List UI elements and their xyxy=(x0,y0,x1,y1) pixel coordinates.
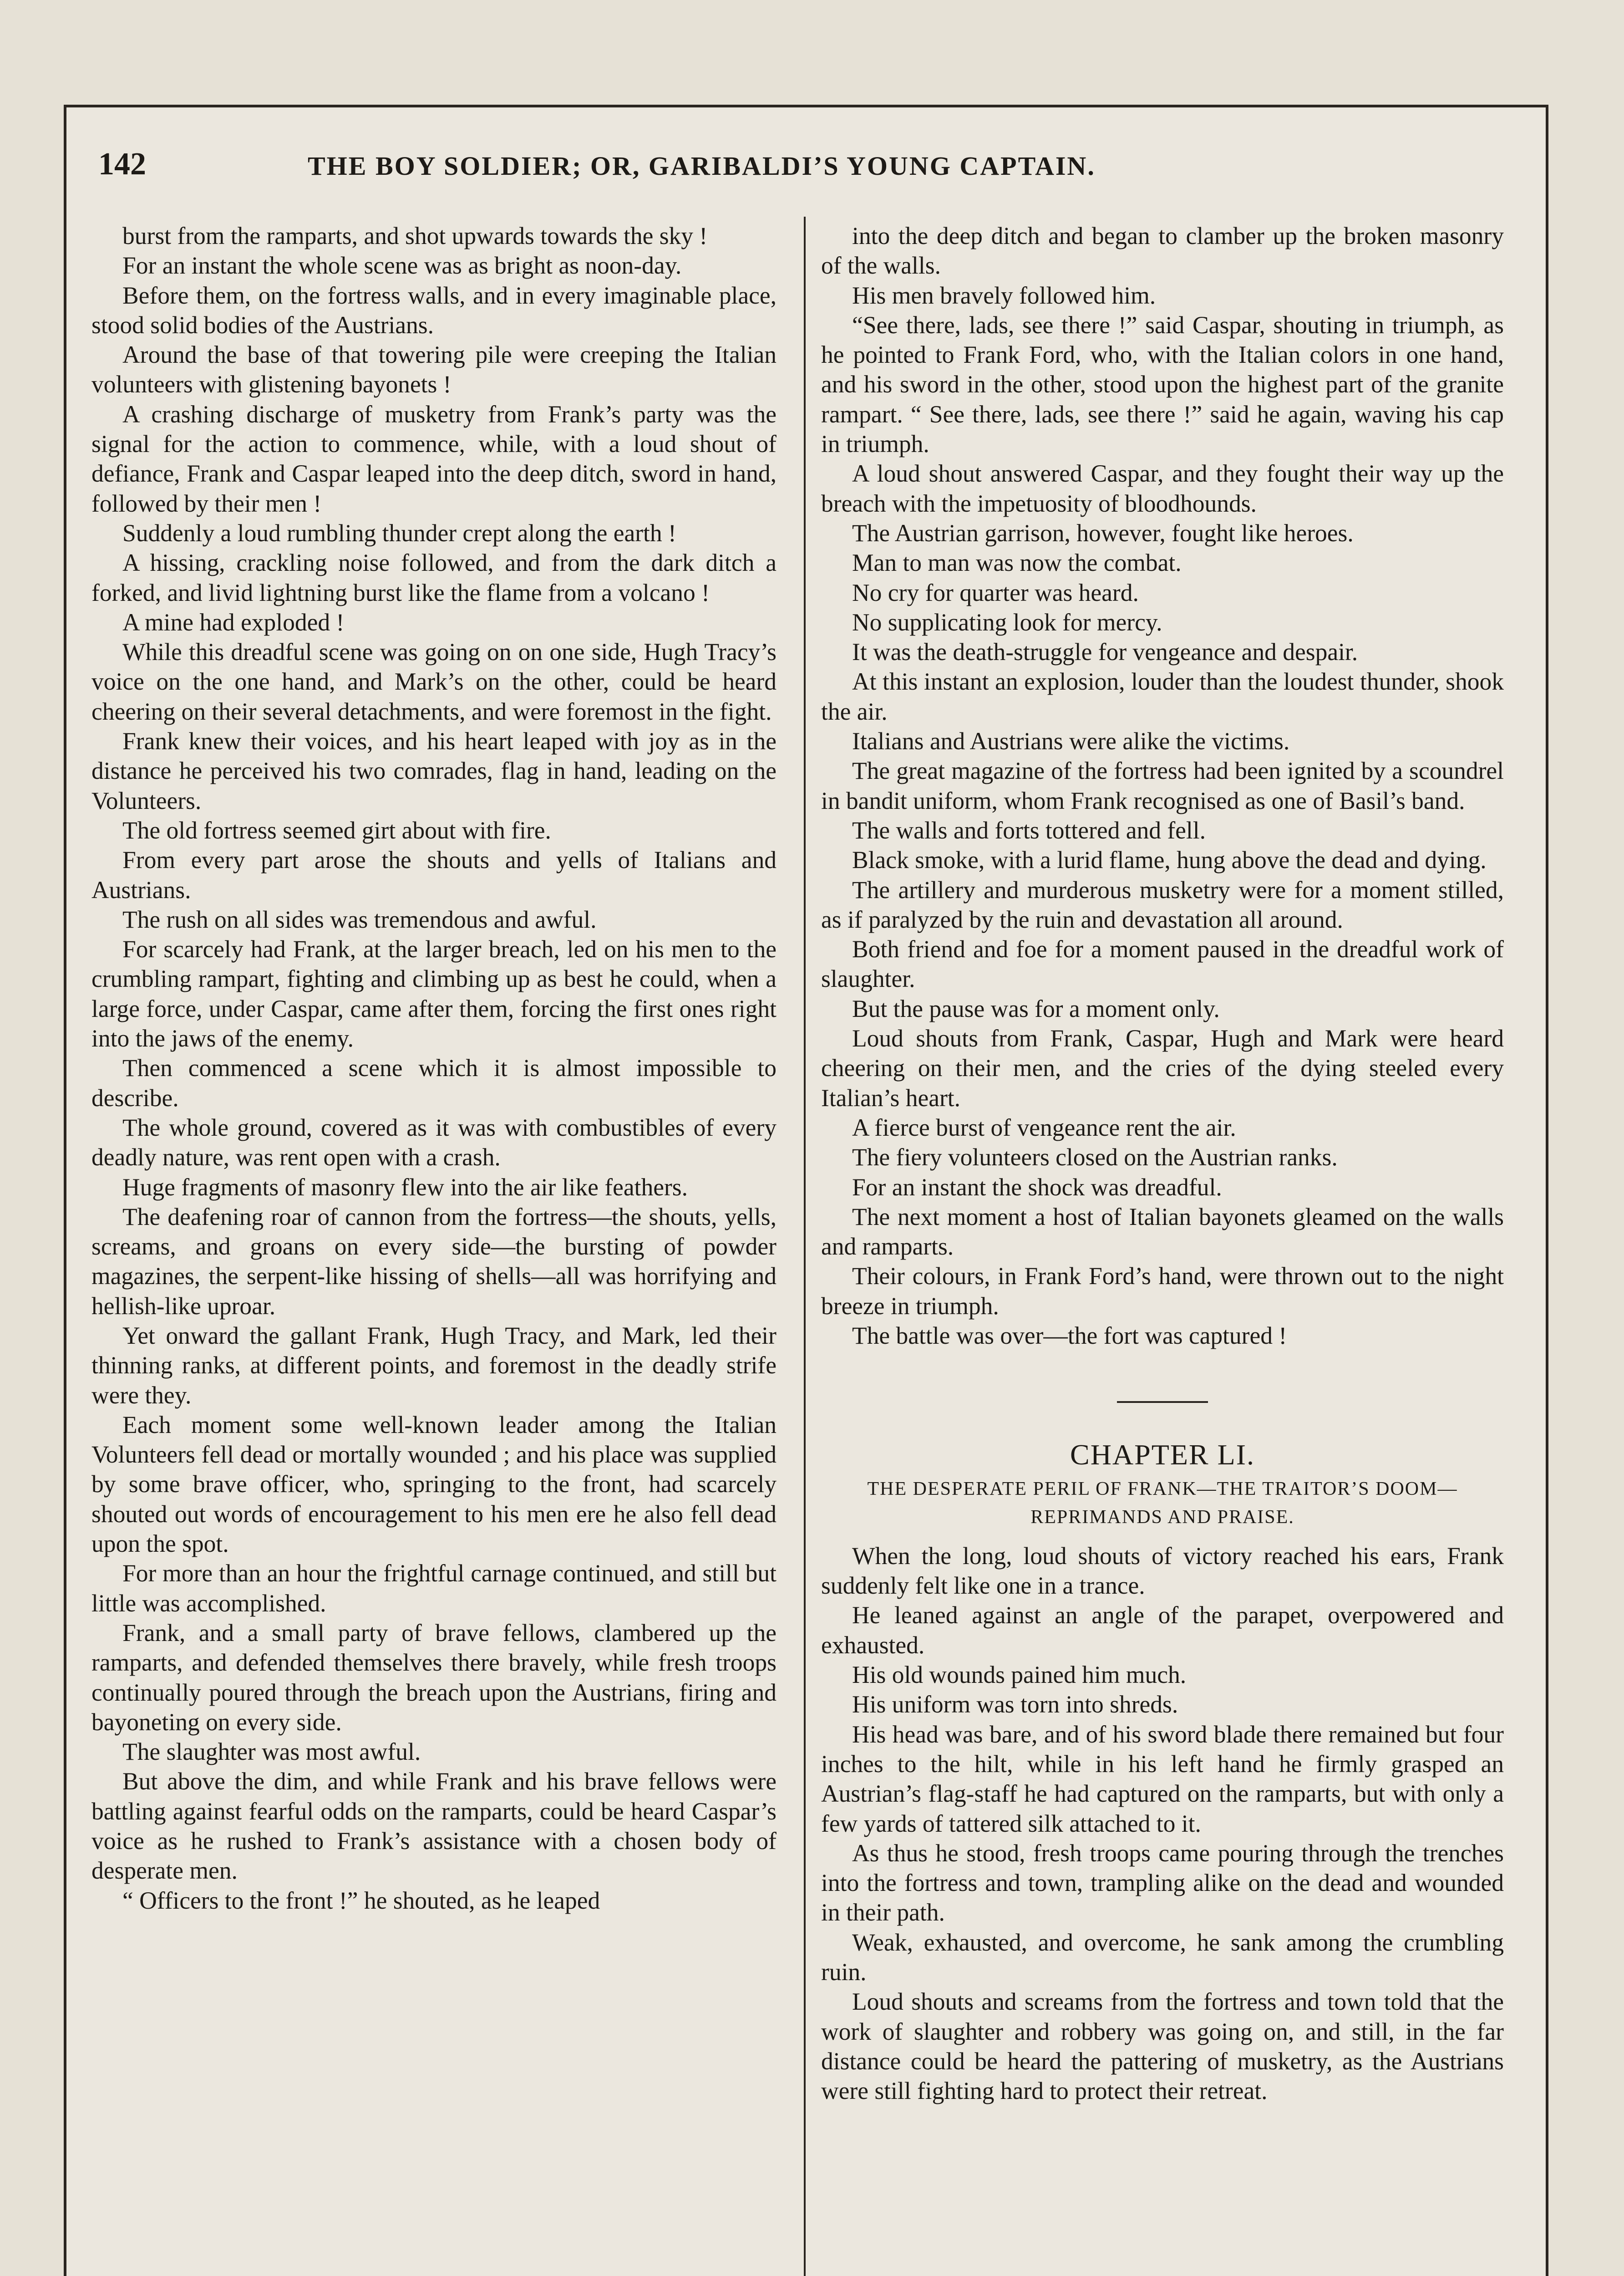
paragraph: The next moment a host of Italian bayonets gleamed on the walls and ramparts. xyxy=(821,1203,1504,1260)
paragraph: When the long, loud shouts of victory reached his ears, Frank suddenly felt like one in a trance. xyxy=(821,1542,1504,1600)
left-column xyxy=(91,221,776,2276)
paragraph: The deafening roar of cannon from the fortress—the shouts, yells, screams, and groans on every side—the bursting of powder magazines, the serpent-like hissing of shells—all was horrifying and hellish-like uproar. xyxy=(91,1203,776,1320)
right-column xyxy=(821,221,1504,2276)
paragraph: A loud shout answered Caspar, and they fought their way up the breach with the impetuosity of bloodhounds. xyxy=(821,460,1504,517)
page-sheet xyxy=(64,105,1548,2276)
paragraph: Loud shouts and screams from the fortress and town told that the work of slaughter and robbery was going on, and still, in the far distance could be heard the pattering of musketry, as the Austrians were still fighting hard to protect their retreat. xyxy=(821,1988,1504,2105)
paragraph: Loud shouts from Frank, Caspar, Hugh and Mark were heard cheering on their men, and the cries of the dying steeled every Italian’s heart. xyxy=(821,1025,1504,1112)
paragraph: Frank, and a small party of brave fellows, clambered up the ramparts, and defended themselves there bravely, while fresh troops continually poured through the breach upon the Austrians, firing and bayoneting on every side. xyxy=(91,1619,776,1736)
paragraph: His uniform was torn into shreds. xyxy=(852,1691,1178,1718)
paragraph: Their colours, in Frank Ford’s hand, were thrown out to the night breeze in triumph. xyxy=(821,1262,1504,1320)
paragraph: into the deep ditch and began to clamber up the broken masonry of the walls. xyxy=(821,222,1504,279)
paragraph: At this instant an explosion, louder than the loudest thunder, shook the air. xyxy=(821,668,1504,725)
paragraph: Both friend and foe for a moment paused in the dreadful work of slaughter. xyxy=(821,935,1504,993)
paragraph: The old fortress seemed girt about with fire. xyxy=(122,816,551,844)
paragraph: He leaned against an angle of the parapet, overpowered and exhausted. xyxy=(821,1601,1504,1659)
running-title: THE BOY SOLDIER; OR, GARIBALDI’S YOUNG CAPTAIN. xyxy=(308,151,1096,181)
column-divider xyxy=(804,217,806,2276)
paragraph: Each moment some well-known leader among the Italian Volunteers fell dead or mortally wounded ; and his place was supplied by some brave officer, who, springing to the front, had scarcely shouted out words of encouragement to his men ere he also fell dead upon the spot. xyxy=(91,1411,776,1558)
paragraph: Suddenly a loud rumbling thunder crept along the earth ! xyxy=(122,519,676,547)
paragraph: Then commenced a scene which it is almost impossible to describe. xyxy=(91,1054,776,1112)
paragraph: “See there, lads, see there !” said Caspar, shouting in triumph, as he pointed to Frank Ford, who, with the Italian colors in one hand, and his sword in the other, stood upon the highest part of the granite rampart. “ See there, lads, see there !” said he again, waving his cap in triumph. xyxy=(821,311,1504,458)
paragraph: But above the dim, and while Frank and his brave fellows were battling against fearful odds on the ramparts, could be heard Caspar’s voice as he rushed to Frank’s assistance with a chosen body of desperate men. xyxy=(91,1768,776,1885)
paragraph: The walls and forts tottered and fell. xyxy=(852,816,1206,844)
paragraph: Huge fragments of masonry flew into the air like feathers. xyxy=(122,1173,688,1201)
paragraph: Man to man was now the combat. xyxy=(852,549,1182,577)
paragraph: His head was bare, and of his sword blade there remained but four inches to the hilt, while in his left hand he firmly grasped an Austrian’s flag-staff he had captured on the ramparts, but with only a few yards of tattered silk attached to it. xyxy=(821,1720,1504,1837)
paragraph: For scarcely had Frank, at the larger breach, led on his men to the crumbling rampart, fighting and climbing up as best he could, when a large force, under Caspar, came after them, forcing the first ones right into the jaws of the enemy. xyxy=(91,935,776,1052)
chapter-text xyxy=(821,1541,1504,2106)
paragraph: No supplicating look for mercy. xyxy=(852,608,1162,636)
paragraph: A crashing discharge of musketry from Frank’s party was the signal for the action to commence, while, with a loud shout of defiance, Frank and Caspar leaped into the deep ditch, sword in hand, followed by their men ! xyxy=(91,400,776,517)
paragraph: The fiery volunteers closed on the Austrian ranks. xyxy=(852,1143,1338,1171)
paragraph: Before them, on the fortress walls, and in every imaginable place, stood solid bodies of the Austrians. xyxy=(91,281,776,339)
paragraph: Frank knew their voices, and his heart leaped with joy as in the distance he perceived his two comrades, flag in hand, leading on the Volunteers. xyxy=(91,727,776,814)
paragraph: It was the death-struggle for vengeance and despair. xyxy=(852,638,1358,666)
paragraph: A fierce burst of vengeance rent the air. xyxy=(852,1113,1236,1141)
page-number: 142 xyxy=(98,147,146,182)
paragraph: His old wounds pained him much. xyxy=(852,1661,1187,1689)
paragraph: As thus he stood, fresh troops came pouring through the trenches into the fortress and town, trampling alike on the dead and wounded in their path. xyxy=(821,1839,1504,1926)
paragraph: The whole ground, covered as it was with combustibles of every deadly nature, was rent open with a crash. xyxy=(91,1113,776,1171)
chapter-subtitle: THE DESPERATE PERIL OF FRANK—THE TRAITOR’S DOOM—REPRIMANDS AND PRAISE. xyxy=(867,1478,1458,1528)
paragraph: “ Officers to the front !” he shouted, as he leaped xyxy=(122,1886,600,1914)
page-header xyxy=(66,146,1546,196)
section-rule xyxy=(821,1385,1504,1414)
paragraph: A hissing, crackling noise followed, and from the dark ditch a forked, and livid lightning burst like the flame from a volcano ! xyxy=(91,549,776,606)
paragraph: burst from the ramparts, and shot upwards towards the sky ! xyxy=(122,222,708,249)
paragraph: From every part arose the shouts and yells of Italians and Austrians. xyxy=(91,846,776,904)
paragraph: The Austrian garrison, however, fought like heroes. xyxy=(852,519,1354,547)
paragraph: The slaughter was most awful. xyxy=(122,1738,421,1766)
paragraph: Black smoke, with a lurid flame, hung above the dead and dying. xyxy=(852,846,1487,874)
paragraph: For an instant the whole scene was as bright as noon-day. xyxy=(122,252,682,279)
paragraph: Italians and Austrians were alike the victims. xyxy=(852,727,1290,755)
paragraph: No cry for quarter was heard. xyxy=(852,579,1139,606)
chapter-title: CHAPTER LI. xyxy=(1070,1438,1255,1471)
paragraph: The artillery and murderous musketry were for a moment stilled, as if paralyzed by the ruin and devastation all around. xyxy=(821,876,1504,933)
paragraph: The battle was over—the fort was captured ! xyxy=(852,1321,1287,1349)
paragraph: For more than an hour the frightful carnage continued, and still but little was accomplished. xyxy=(91,1560,776,1617)
paragraph: The rush on all sides was tremendous and awful. xyxy=(122,905,597,933)
paragraph: For an instant the shock was dreadful. xyxy=(852,1173,1222,1201)
paragraph: Yet onward the gallant Frank, Hugh Tracy, and Mark, led their thinning ranks, at different points, and foremost in the deadly strife were they. xyxy=(91,1321,776,1409)
paragraph: A mine had exploded ! xyxy=(122,608,345,636)
paragraph: Weak, exhausted, and overcome, he sank among the crumbling ruin. xyxy=(821,1928,1504,1986)
paragraph: His men bravely followed him. xyxy=(852,281,1156,309)
paragraph: But the pause was for a moment only. xyxy=(852,995,1220,1022)
paragraph: Around the base of that towering pile were creeping the Italian volunteers with glistening bayonets ! xyxy=(91,341,776,398)
right-column-text xyxy=(821,221,1504,1351)
paragraph: While this dreadful scene was going on on one side, Hugh Tracy’s voice on the one hand, and Mark’s on the other, could be heard cheering on their several detachments, and were foremost in the fight. xyxy=(91,638,776,725)
paragraph: The great magazine of the fortress had been ignited by a scoundrel in bandit uniform, whom Frank recognised as one of Basil’s band. xyxy=(821,757,1504,814)
